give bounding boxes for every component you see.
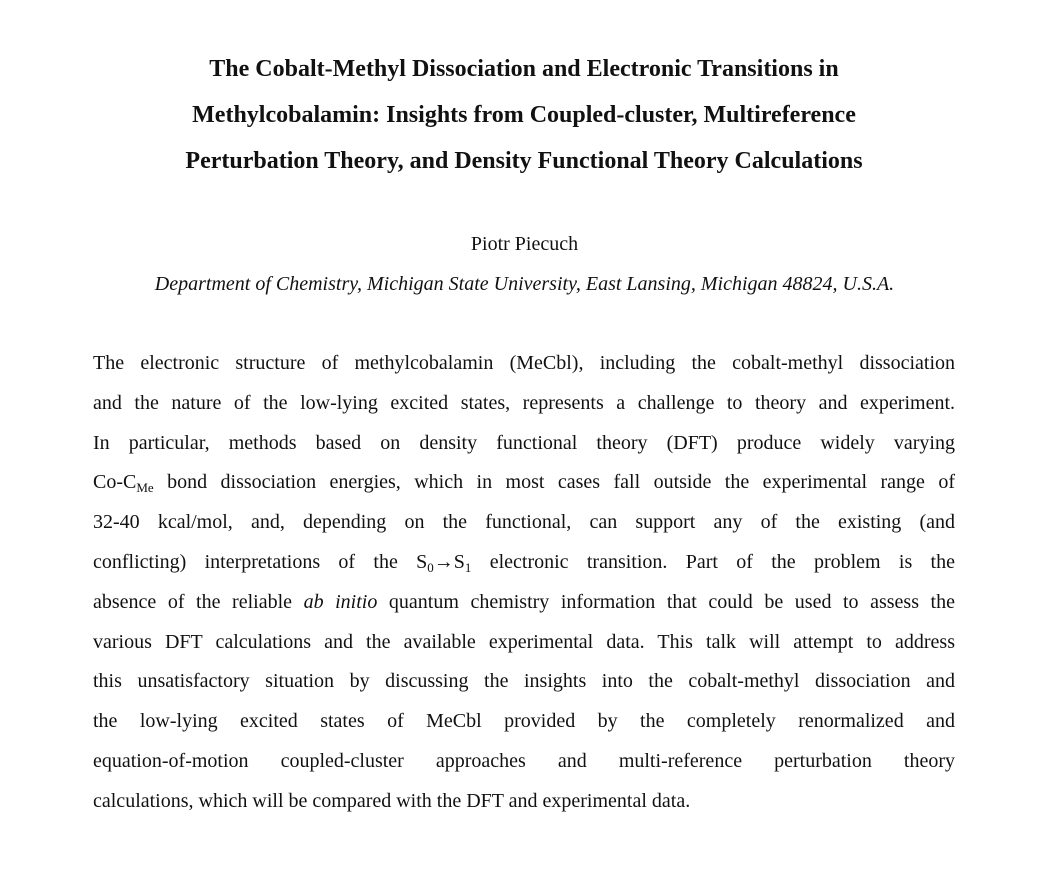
abstract-line: In particular, methods based on density functional theory (DFT) produce widely varying xyxy=(93,431,955,454)
co-c-text: Co-C xyxy=(93,471,137,494)
abstract-text: conflicting) interpretations of the S xyxy=(93,550,428,573)
abstract-line: this unsatisfactory situation by discussing the insights into the cobalt-methyl dissociation and xyxy=(93,670,955,693)
title-line-3: Perturbation Theory, and Density Functional Theory Calculations xyxy=(185,148,863,174)
title-line-1: The Cobalt-Methyl Dissociation and Electronic Transitions in xyxy=(209,56,839,82)
abstract-text: quantum chemistry information that could be used to assess the xyxy=(377,590,955,613)
abstract-line xyxy=(93,463,955,503)
abstract-line: calculations, which will be compared with the DFT and experimental data. xyxy=(93,789,691,812)
right-arrow-symbol: → xyxy=(433,550,454,573)
abstract-line: 32-40 kcal/mol, and, depending on the functional, can support any of the existing (and xyxy=(93,511,955,534)
paper-title xyxy=(80,46,968,184)
abstract-text: electronic transition. Part of the problem is the xyxy=(471,550,955,573)
abstract-line: various DFT calculations and the available experimental data. This talk will attempt to address xyxy=(93,630,955,653)
abstract-line xyxy=(93,543,955,583)
author-name: Piotr Piecuch xyxy=(470,233,579,255)
abstract-line: the low-lying excited states of MeCbl provided by the completely renormalized and xyxy=(93,710,955,733)
abstract-line: and the nature of the low-lying excited states, represents a challenge to theory and experiment. xyxy=(93,391,955,414)
s0-subscript: 0 xyxy=(427,559,434,575)
abstract-line xyxy=(93,583,955,623)
author-affiliation: Department of Chemistry, Michigan State University, East Lansing, Michigan 48824, U.S.A. xyxy=(154,273,895,295)
abstract-text: bond dissociation energies, which in most cases fall outside the experimental range of xyxy=(153,471,955,494)
title-line-2: Methylcobalamin: Insights from Coupled-cluster, Multireference xyxy=(192,102,856,128)
abstract-line: The electronic structure of methylcobalamin (MeCbl), including the cobalt-methyl dissociation xyxy=(93,352,955,374)
ab-initio-italic: ab initio xyxy=(303,590,378,613)
me-subscript: Me xyxy=(136,480,154,496)
s1-subscript: 1 xyxy=(464,559,472,575)
abstract-text: absence of the reliable xyxy=(93,590,304,613)
s1-symbol: S xyxy=(453,550,465,573)
abstract-body xyxy=(93,344,955,822)
abstract-line: equation-of-motion coupled-cluster approaches and multi-reference perturbation theory xyxy=(93,749,955,772)
